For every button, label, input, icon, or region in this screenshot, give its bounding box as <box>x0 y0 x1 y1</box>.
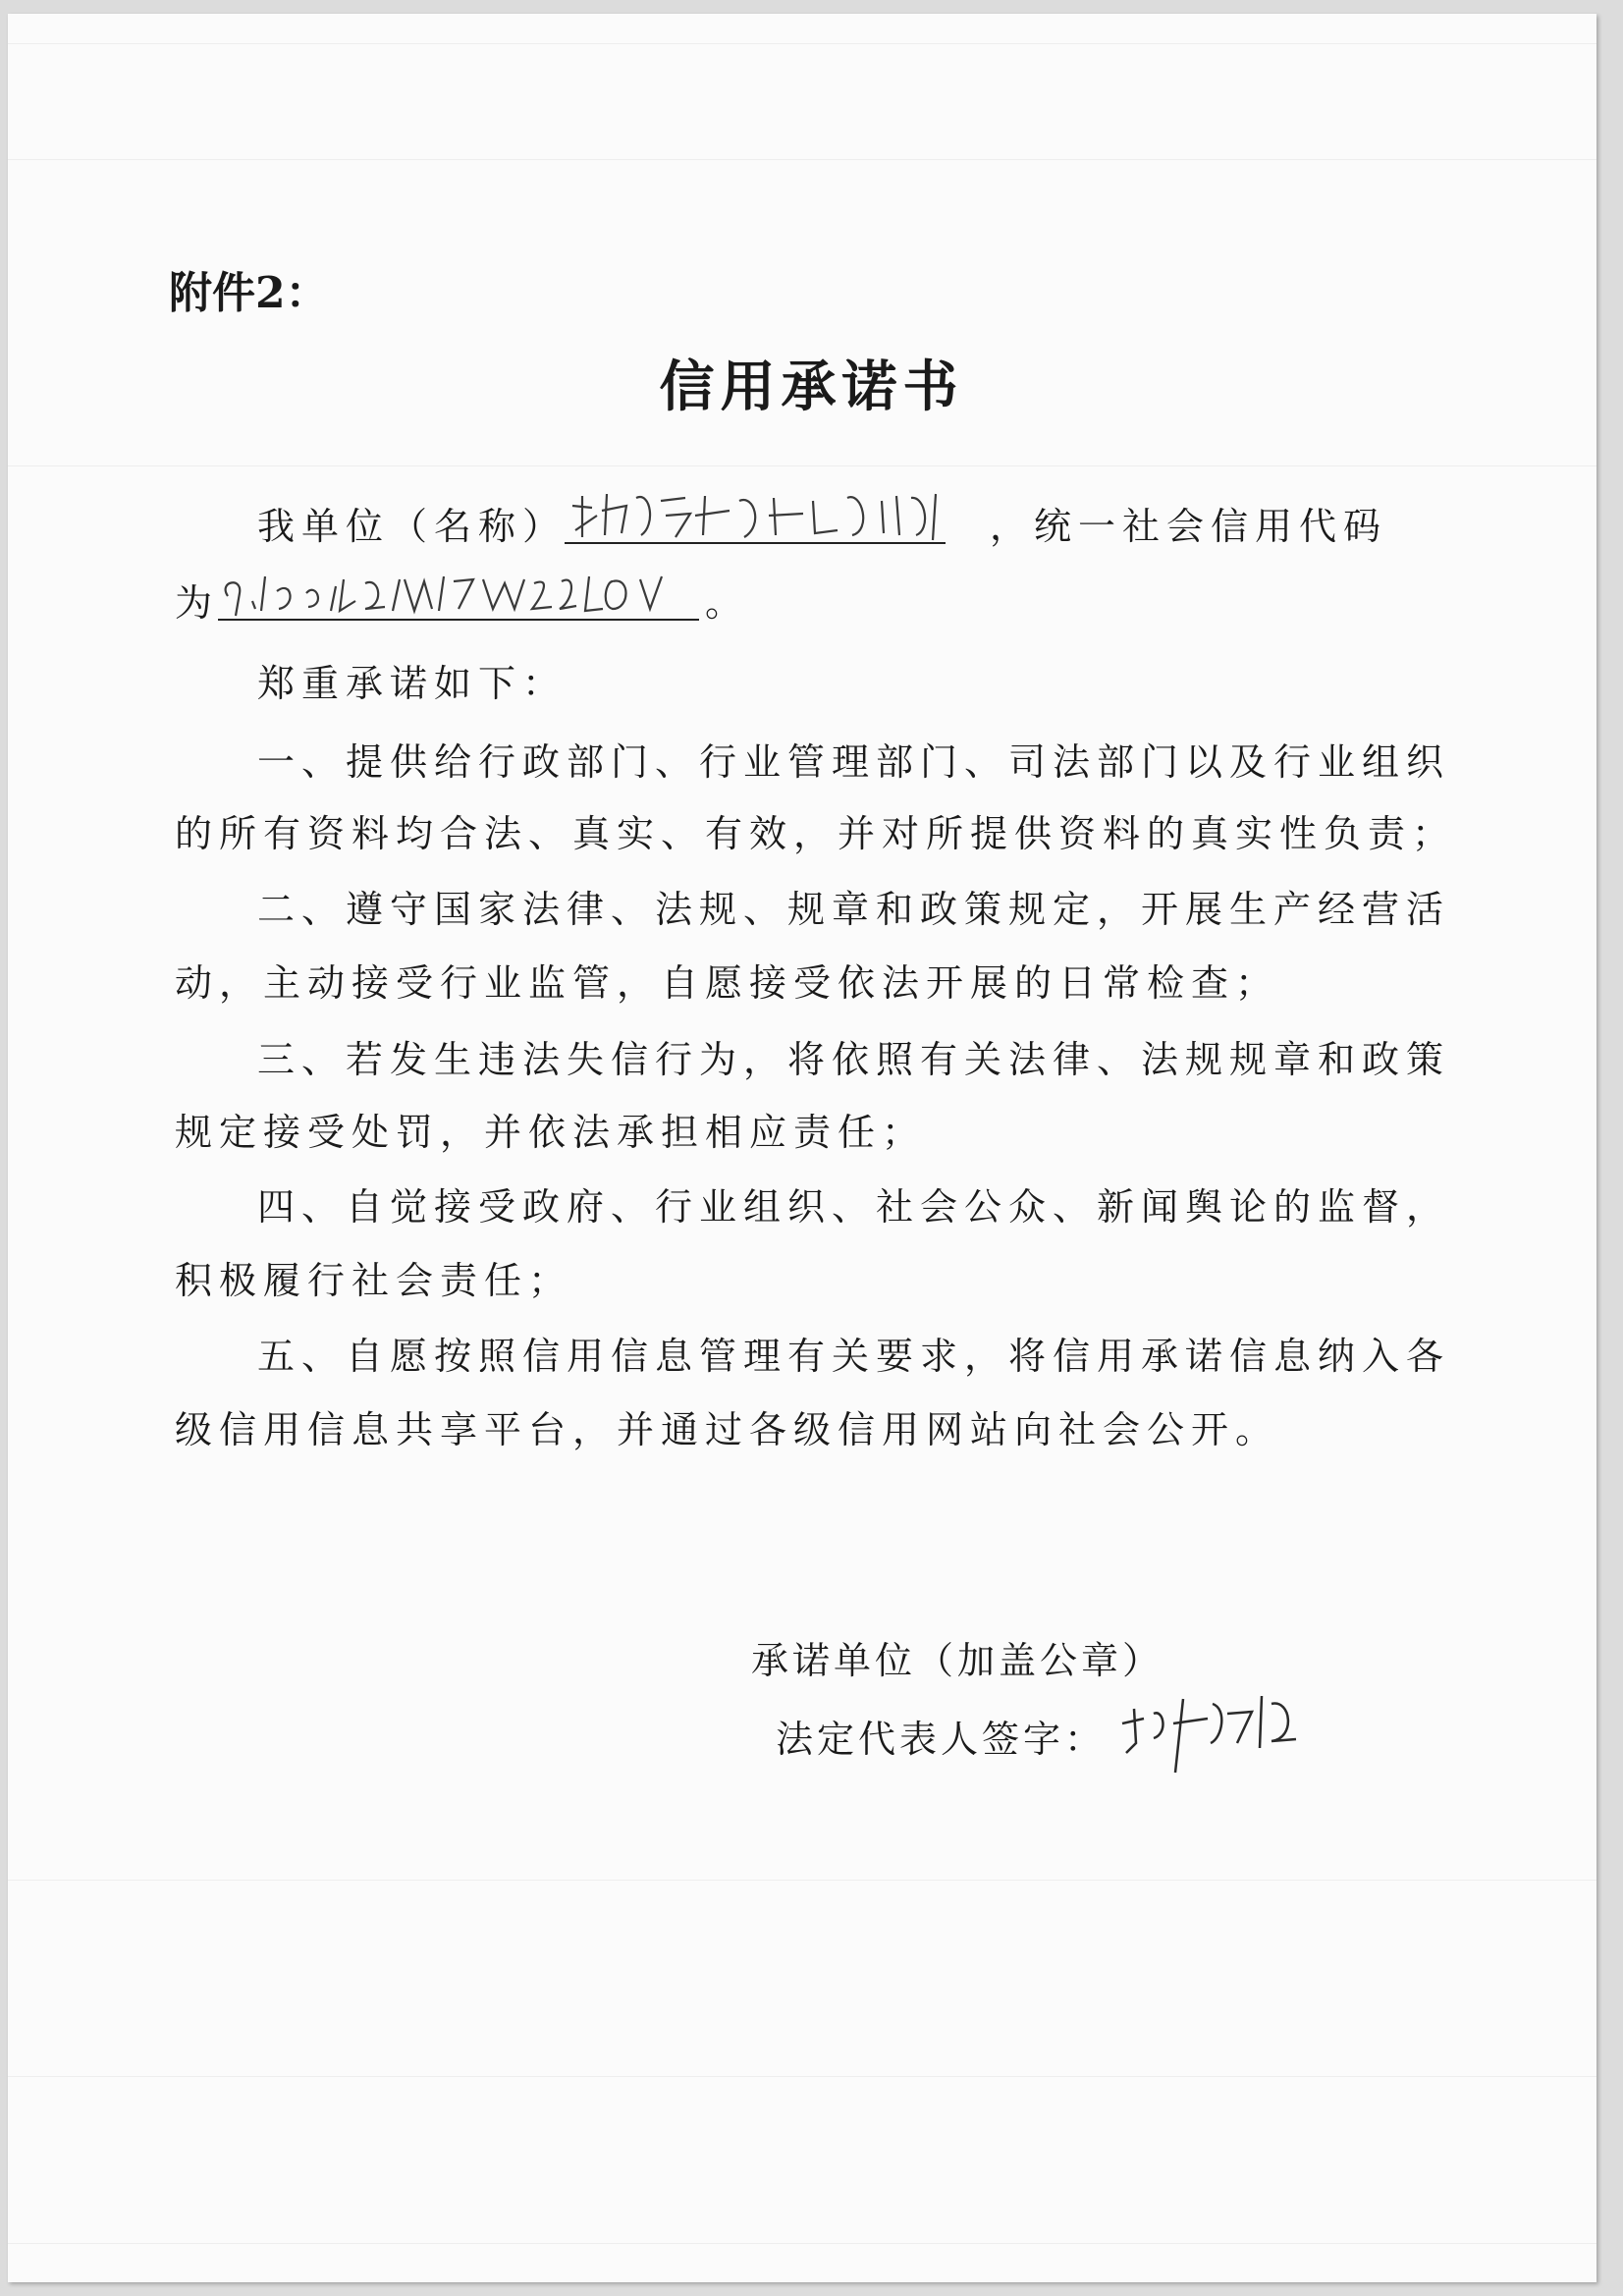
clause-line: 四、自觉接受政府、行业组织、社会公众、新闻舆论的监督， <box>257 1185 1451 1229</box>
intro-suffix: ，统一社会信用代码 <box>990 505 1388 548</box>
handwritten-signature <box>1114 1684 1321 1782</box>
intro-prefix: 我单位（名称） <box>257 505 568 548</box>
clause-line: 五、自愿按照信用信息管理有关要求，将信用承诺信息纳入各 <box>257 1335 1451 1378</box>
lead-text: 郑重承诺如下： <box>257 662 568 705</box>
attachment-label: 附件2： <box>169 268 329 318</box>
clause-line: 积极履行社会责任； <box>175 1259 573 1302</box>
handwritten-credit-code <box>218 562 679 621</box>
clause-line: 的所有资料均合法、真实、有效，并对所提供资料的真实性负责； <box>175 812 1457 855</box>
clause-line: 三、若发生违法失信行为，将依照有关法律、法规规章和政策 <box>257 1038 1451 1081</box>
intro-line2-suffix: 。 <box>705 581 750 625</box>
clause-line: 级信用信息共享平台，并通过各级信用网站向社会公开。 <box>175 1408 1280 1451</box>
promising-unit-label: 承诺单位（加盖公章） <box>751 1639 1164 1682</box>
document-title: 信用承诺书 <box>659 355 964 419</box>
clause-line: 规定接受处罚，并依法承担相应责任； <box>175 1111 927 1154</box>
clause-line: 动，主动接受行业监管，自愿接受依法开展的日常检查； <box>175 961 1280 1005</box>
legal-rep-signature-label: 法定代表人签字： <box>776 1718 1107 1761</box>
clause-line: 二、遵守国家法律、法规、规章和政策规定，开展生产经营活 <box>257 888 1451 931</box>
clause-line: 一、提供给行政部门、行业管理部门、司法部门以及行业组织 <box>257 740 1451 784</box>
intro-line2-prefix: 为 <box>175 581 220 625</box>
handwritten-name-scribble <box>568 486 950 545</box>
